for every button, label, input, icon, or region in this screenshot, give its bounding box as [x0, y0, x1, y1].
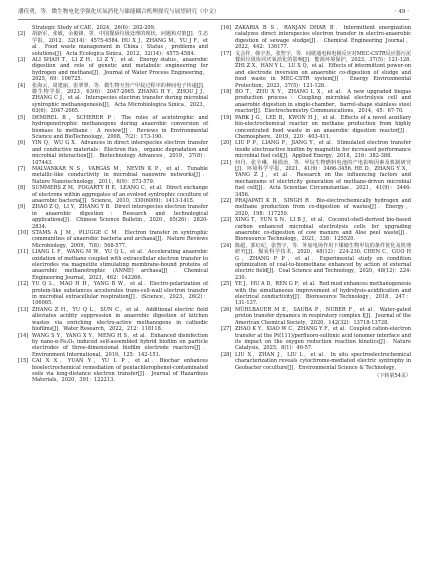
page-number: · 49 · [394, 9, 409, 15]
left-column [18, 25, 208, 384]
reference-text: ALI SHAH T，LI Z H，LI Z Y，et al．Energy status，anaerobic digestion and role of genetic and metabolic engineering for hydrogen and methane[J]．Journal of Water Process Engineering，2025，69：106725. [32, 57, 208, 83]
reference-number: [8] [18, 185, 26, 192]
reference-number: [22] [221, 197, 232, 204]
reference-item [18, 204, 208, 230]
reference-number: [20] [221, 140, 232, 147]
reference-number: [24] [221, 242, 232, 249]
reference-number: [9] [18, 204, 26, 211]
reference-text: 陈超，郭红纪，张智宇，等．外加电场作用下煤储生物甲烷的条件优化及机理研究[J]．煤炭科学技术，2020，48(12)：224-230. CHEN C，GUO H G，ZHANG P P，et al．Experimental study on condition optimization of coal-to-biomethane enhanced by action of external electric field[J]．Coal Science and Technology，2020，48(12)：224-230. [235, 242, 411, 281]
reference-continuation: Strategic Study of CAE，2024，26(6)：202-209. [32, 25, 156, 31]
reference-text: 张海云，周建丽，张翠翠，等．微生物互营产甲烷过程中的种间电子传递[J]．微生物学报，2023，63(6)：2047-2065. ZHANG H Y，ZHOU J J，ZHANG C J，et al．Interspecies electron transfer during microbial syntrophic methanogenesis[J]．Acta Microbiologica Sinica，2023，63(6)：2047-2065. [32, 82, 208, 115]
reference-item [221, 115, 411, 141]
reference-item [18, 281, 208, 307]
reference-item [18, 31, 208, 57]
reference-number: [7] [18, 165, 26, 172]
reference-number: [3] [18, 57, 26, 64]
reference-text: ZAKARIA B S，RANJAN DHAR B．Intermittent energization catalyzes direct interspecies electron transfer in electro-anaerobic digestion of sewage sludge[J]．Chemical Engineering Journal，2022，442：136177. [235, 25, 411, 51]
reference-number: [4] [18, 82, 26, 89]
reference-item [221, 140, 411, 159]
reference-number: [15] [18, 358, 29, 365]
reference-text: ZHANG Z H，YU Q L，SUN C，et al．Additional electric field alleviates acidity suppression in anaerobic digestion of kitchen wastes via enriching electro-active methanogens in cathodic biofilms[J]．Water Research，2022，212：118118. [32, 306, 208, 333]
reference-number: [26] [221, 306, 232, 313]
continued-on-note: （下转第54页） [374, 372, 411, 379]
reference-text: 胡新军，张敏，余俊锋，等．中国餐厨垃圾处理的现状、问题和对策[J]．生态学报，2012，32(14)：4575-4584. HU X J，ZHANG M，YU J F，et al．Food waste management in China：Status，problems and solutions[J]．Acta Ecologica Sinica，2012，32(14)：4575-4584. [32, 31, 208, 57]
reference-number: [17] [221, 50, 232, 57]
reference-number: [21] [221, 159, 232, 166]
reference-text: LIU P P，LIANG P，JIANG Y，et al．Stimulated electron transfer inside electroactive biofilm by magnetite for increased performance microbial fuel cell[J]．Applied Energy，2018，216：382-388. [235, 140, 411, 160]
reference-text: ZHAO Z Q，LI Y，ZHANG Y B．Direct interspecies electron transfer in anaerobic digestion：Research and technological applications[J]．Chinese Science Bulletin，2020，65(26)：2820-2834. [32, 204, 208, 230]
reference-number: [23] [221, 217, 232, 224]
reference-item [221, 25, 411, 51]
reference-number: [10] [18, 230, 29, 236]
reference-item [221, 281, 411, 307]
reference-number: [13] [18, 306, 29, 313]
reference-text: CAI X X，YUAN Y，YU L P，et al．Biochar enhances bioelectrochemical remediation of pentachlorophenol-contaminated soils via long-distance electron transfer[J]．Journal of Hazardous Materials，2020，391：122213. [32, 358, 208, 384]
reference-text: SUMMERS Z M，FOGARTY H E，LEANG C，et al．Direct exchange of electrons within aggregates of an evolved syntrophic coculture of anaerobic bacteria[J]．Science，2010，330(6009)：1413-1415. [32, 185, 208, 204]
reference-item [221, 89, 411, 115]
reference-item [18, 185, 208, 204]
reference-item [221, 326, 411, 352]
reference-number: [11] [18, 249, 29, 256]
reference-item [221, 160, 411, 198]
reference-item [221, 243, 411, 281]
reference-text: STAMS A J M，PLUGGE C M．Electron transfer in syntrophic communities of anaerobic bacteria and archaea[J]．Nature Reviews Microbiology，2009，7(8)：568-577. [32, 230, 208, 249]
reference-text: 何丹，张全琳，杨损治，等．甲烷生物燃料电池的产电影响因素及机制研究[J]．环境科学学报，2021，41(9)：3466-3456. HE D，ZHANG Y X，YANG Z J，et al．Research on the influencing factors and mechanisms of electricity generation of methane-driven microbial fuel cell[J]．Acta Scientiae Circumstantiae，2021，41(9)：3446-3456. [235, 159, 411, 198]
reference-number: [6] [18, 140, 26, 147]
reference-text: PRAJAPATI K B，SINGH R．Bio-electrochemically hydrogen and methane production from co-digestion of wastes[J]．Energy，2020，198：117259. [235, 197, 411, 217]
reference-item [18, 307, 208, 333]
reference-item [18, 166, 208, 185]
reference-number: [25] [221, 281, 232, 288]
reference-item [221, 352, 411, 371]
reference-text: DEMIREL B，SCHERER P．The roles of acetotrophic and hydrogenotrophic methanogens during anaerobic conversion of biomass to methane：A review[J]．Reviews in Environmental Science and BioTechnology，2008，7(2)：173-190. [32, 114, 208, 140]
reference-number: [12] [18, 281, 29, 288]
reference-text: WANG S Y，YANG X Y，MENG H S，et al．Enhanced disinfection by nano-α-Fe₂O₃ induced self-assembled hybrid biofilm on particle electrodes of three-dimensional biofilm electrode reactors[J]．Environment International，2019，125：142-151. [32, 332, 208, 358]
reference-number: [28] [221, 351, 232, 358]
reference-item [18, 249, 208, 281]
reference-item [18, 115, 208, 141]
reference-item [221, 307, 411, 326]
reference-number: [19] [221, 114, 232, 121]
reference-text: YU Q L，MAO H H，YANG B W，et al．Electro-polarization of protein-like substances accelerates trans-cell-wall electron transfer in microbial extracellular respiration[J]．iScience，2023，26(2)：106065. [32, 281, 208, 307]
reference-item [18, 358, 208, 384]
reference-text: ZHAO K Y，XIAO W C，ZHANG Y F，et al．Coupled cation-electron transfer at the Pt(111)/perfluoro-sulfonic acid ionomer interface and its impact on the oxygen reduction reaction kinetics[J]．Nature Catalysis，2025，8(1)：46-57. [235, 326, 411, 352]
reference-item [18, 83, 208, 115]
reference-item [18, 230, 208, 249]
reference-text: YIN Q，WU G X．Advances in direct interspecies electron transfer and conductive materials：Electron flux，organic degradation and microbial interaction[J]．Biotechnology Advances，2019，37(8)：107443. [32, 140, 208, 166]
right-reference-list [221, 25, 411, 371]
reference-number: [14] [18, 332, 29, 339]
reference-item [221, 51, 411, 89]
reference-item [221, 198, 411, 217]
reference-text: BO T，ZHU X Y，ZHANG L X，et al．A new upgraded biogas production process：Coupling microbial electrolysis cell and anaerobic digestion in single-chamber，barrel-shape stainless steel reactor[J]．Electrochemistry Communications，2014，45：67-70. [235, 89, 411, 115]
reference-text: LIANG L F，WANG M W，YU Q L，et al．Accelerating anaerobic oxidation of methane coupled with extracellular electron transfer to electrodes via magnetite stimulating membrane-bound proteins of anaerobic methanotrophic (ANME) archaea[J]．Chemical Engineering Journal，2023，462：142266. [32, 249, 208, 281]
left-reference-list [18, 31, 208, 383]
reference-item [221, 217, 411, 243]
running-header-title: 潘佳勇，等．微生物电化学强化厌氧消化与储能耦合机理探究与展望研究（中文） [18, 9, 220, 15]
reference-number: [5] [18, 114, 26, 121]
reference-text: MALVANKAR N S，VARGAS M，NEVIN K P，et al．Tunable metallic-like conductivity in microbial nanowire networks[J]．Nature Nanotechnology，2011，6(9)：573-579. [32, 165, 208, 185]
reference-number: [18] [221, 89, 232, 96]
reference-item [18, 140, 208, 166]
reference-text: 戈会祥，韩宇杰，张智宇，等．间歇通电和电极反应对MEC-CSTR反应器污泥餐厨垃圾协同厌氧消化的影响[J]．能源环境保护，2023，37(5)：121-128. ZHI Z X，HAN Y L，LU X Q，et al．Effects of intermittent power-on and electrode inversion on anaerobic co-digestion of sludge and food waste in MEC-CSTR system[J]．Energy Environmental Protection，2023，37(5)：121-128. [235, 50, 411, 89]
reference-number: [27] [221, 326, 232, 333]
running-header [18, 5, 409, 20]
reference-number: [16] [221, 25, 232, 31]
reference-text: MÜHLBAUER M E，SAUBA P，NUBER F，et al．Water-gated proton transfer dynamics in respiratory complex I[J]．Journal of the American Chemical Society，2020，142(32)：13718-13728. [235, 306, 411, 326]
reference-text: YE J，HU A D，REN G P，et al．Red mud enhances methanogenesis with the simultaneous improvement of hydrolysis-acidification and electrical conductivity[J]．Bioresource Technology，2018，247：131-137. [235, 281, 412, 307]
reference-number: [2] [18, 31, 26, 38]
reference-text: LIU X，ZHAN J，LIU L，et al．In situ spectroelectrochemical characterization reveals cytochrome-mediated electric syntrophy in Geobacter coculture[J]．Environmental Science & Technology， [235, 351, 411, 371]
reference-text: PARK J G，LEE B，KWON H J，et al．Effects of a novel auxiliary bio-electrochemical reactor on methane production from highly concentrated food waste in an anaerobic digestion reactor[J]．Chemosphere，2019，220：403-411. [235, 114, 411, 140]
right-column [221, 25, 411, 379]
reference-item [18, 57, 208, 83]
reference-item [18, 333, 208, 359]
reference-text: XING T，YUN S N，LI B J，et al．Coconut-shell-derived bio-based carbon enhanced microbial electrolysis cells for upgrading anaerobic co-digestion of cow manure and Aloe peel waste[J]．Bioresource Technology，2021，338：125520. [235, 217, 411, 243]
